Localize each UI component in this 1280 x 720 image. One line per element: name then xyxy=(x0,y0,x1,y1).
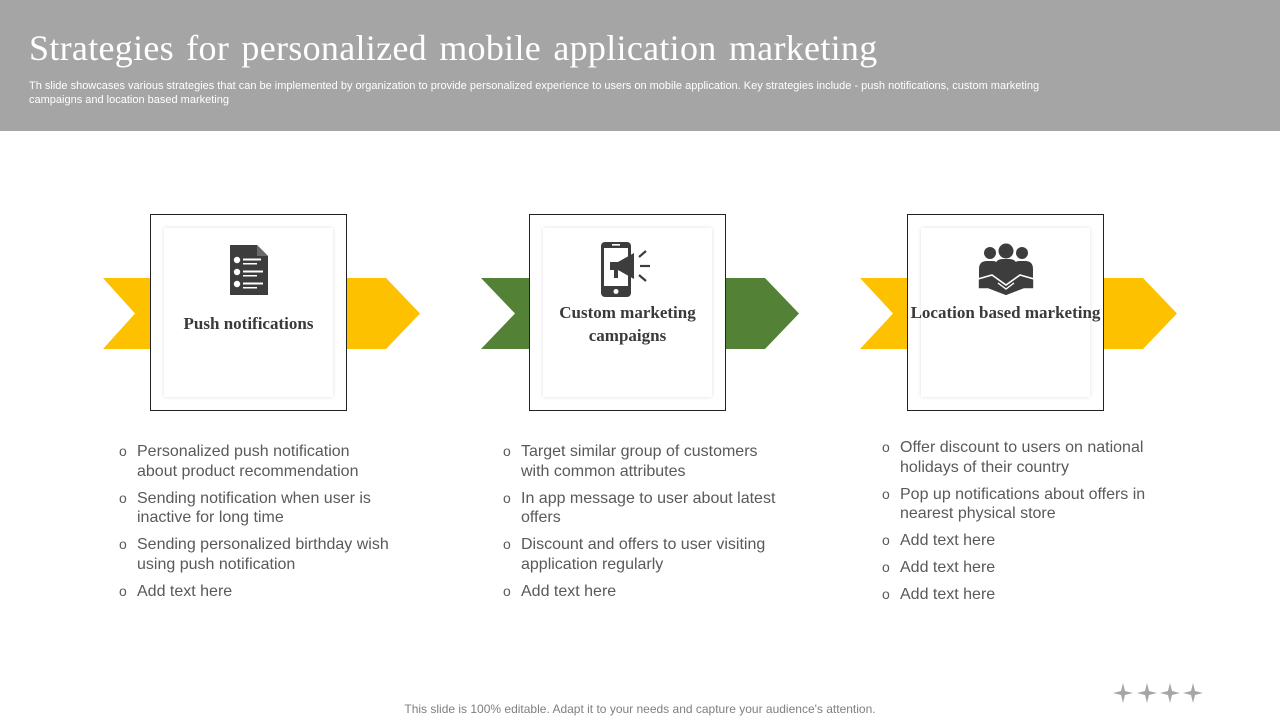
arrow-right-1 xyxy=(336,278,420,349)
list-item: o Add text here xyxy=(503,582,778,602)
bullet-list-custom-marketing xyxy=(503,442,778,609)
header-banner xyxy=(0,0,1280,131)
strategy-card-location-based xyxy=(907,214,1104,411)
list-item: o Target similar group of customers with common attributes xyxy=(503,442,778,481)
strategy-label: Custom marketing campaigns xyxy=(559,303,696,345)
strategy-card-push-notifications xyxy=(150,214,347,411)
list-item: o Add text here xyxy=(882,585,1157,605)
list-item: o Pop up notifications about offers in nearest physical store xyxy=(882,485,1157,524)
bullet-list-location-based xyxy=(882,438,1157,612)
page-subtitle: Th slide showcases various strategies that can be implemented by organization to provide personalized experience to users on mobile application. Key strategies include - push notifications, custom marketing campaigns and location based marketing xyxy=(29,80,1040,106)
document-icon xyxy=(229,244,269,296)
handshake-group-icon xyxy=(976,243,1036,297)
mobile-megaphone-icon xyxy=(600,241,656,299)
list-item: o Add text here xyxy=(882,531,1157,551)
list-item: o In app message to user about latest offers xyxy=(503,489,778,528)
list-item: o Offer discount to users on national holidays of their country xyxy=(882,438,1157,477)
sparkle-stars-icon xyxy=(1113,680,1205,706)
page-title: Strategies for personalized mobile application marketing xyxy=(29,28,878,68)
list-item: o Personalized push notification about product recommendation xyxy=(119,442,394,481)
arrow-right-2 xyxy=(715,278,799,349)
strategy-label: Push notifications xyxy=(183,314,314,333)
footer-note: This slide is 100% editable. Adapt it to your needs and capture your audience's attention. xyxy=(404,702,876,716)
bullet-list-push-notifications xyxy=(119,442,394,609)
arrow-right-3 xyxy=(1093,278,1177,349)
strategy-label: Location based marketing xyxy=(910,303,1101,322)
list-item: o Add text here xyxy=(882,558,1157,578)
list-item: o Sending notification when user is inactive for long time xyxy=(119,489,394,528)
list-item: o Sending personalized birthday wish using push notification xyxy=(119,535,394,574)
list-item: o Add text here xyxy=(119,582,394,602)
strategy-card-custom-marketing xyxy=(529,214,726,411)
list-item: o Discount and offers to user visiting application regularly xyxy=(503,535,778,574)
